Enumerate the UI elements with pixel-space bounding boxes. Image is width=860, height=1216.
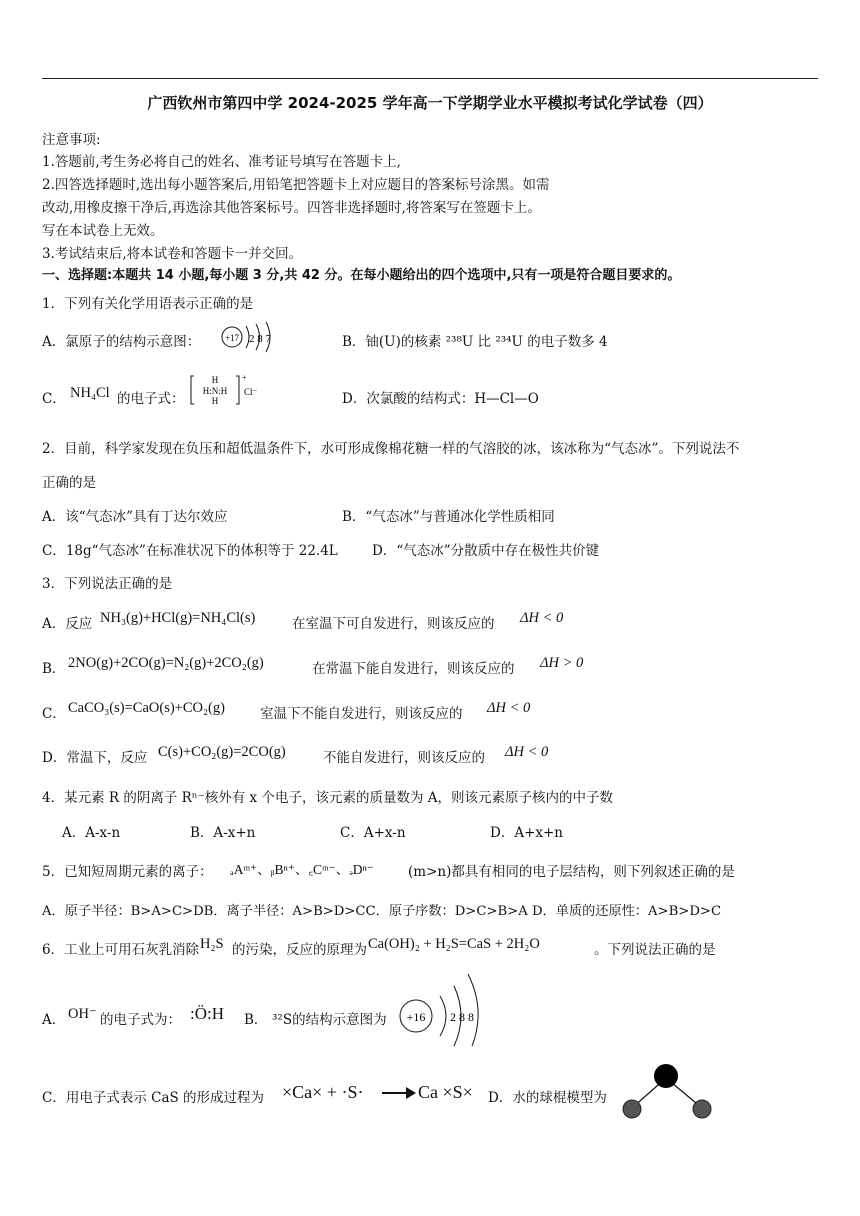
q3-d-dh: ΔH < 0 — [505, 744, 549, 760]
q6-h2s: H₂S — [200, 936, 224, 952]
q3-b-tail: 在常温下能自发进行，则该反应的 — [312, 661, 515, 677]
note-2a: 2.四答选择题时,选出每小题答案后,用铅笔把答题卡上对应题目的答案标号涂黑。如需 — [42, 177, 550, 193]
q4-stem: 4．某元素 R 的阴离子 Rⁿ⁻核外有 x 个电子，该元素的质量数为 A，则该元素原子核内的中子数 — [42, 790, 613, 806]
q5-stem-prefix: 5．已知短周期元素的离子： — [42, 864, 213, 880]
q1-option-c-suffix: 的电子式： — [117, 391, 185, 407]
cl-shells-label: 2 8 7 — [249, 333, 271, 345]
q3-stem: 3．下列说法正确的是 — [42, 576, 173, 592]
q3-c-dh: ΔH < 0 — [487, 700, 531, 716]
q3-a-label: A．反应 — [42, 616, 93, 632]
q3-d-equation: C(s)+CO₂(g)=2CO(g) — [158, 744, 286, 760]
q6-stem-c: 。下列说法正确的是 — [594, 942, 716, 958]
q1-option-b: B．铀(U)的核素 ²³⁸U 比 ²³⁴U 的电子数多 4 — [342, 334, 608, 350]
q3-c-equation: CaCO₃(s)=CaO(s)+CO₂(g) — [68, 700, 225, 716]
q6-stem-a: 6．工业上可用石灰乳消除 — [42, 942, 200, 958]
q3-a-dh: ΔH < 0 — [520, 610, 564, 626]
q2-option-c: C．18g“气态冰”在标准状况下的体积等于 22.4L — [42, 543, 338, 559]
q3-d-tail: 不能自发进行，则该反应的 — [323, 750, 485, 766]
q2-option-a: A．该“气态冰”具有丁达尔效应 — [42, 509, 228, 525]
s-shells-label: 2 8 8 — [450, 1010, 474, 1024]
q6-c-label: C．用电子式表示 CaS 的形成过程为 — [42, 1090, 265, 1106]
q1-option-d: D．次氯酸的结构式：H—Cl—O — [342, 391, 539, 407]
note-2b: 改动,用橡皮擦干净后,再选涂其他答案标号。四答非选择题时,将答案写在签题卡上。 — [42, 200, 541, 216]
cl-ion-label: Cl⁻ — [244, 387, 258, 397]
q1-option-c-formula: NH₄Cl — [70, 385, 110, 401]
oh-electron-dot: :Ö:H — [190, 1004, 224, 1023]
q5-ions: ₐAᵐ⁺、ᵦBⁿ⁺、꜀Cᵐ⁻、ₔDⁿ⁻ — [230, 862, 374, 877]
q3-b-label: B． — [42, 661, 66, 677]
q4-option-c: C．A+x-n — [340, 825, 406, 841]
q6-a-ion: OH⁻ — [68, 1006, 97, 1022]
q1-stem: 1．下列有关化学用语表示正确的是 — [42, 296, 254, 312]
q3-c-tail: 室温下不能自发进行，则该反应的 — [260, 706, 463, 722]
top-rule — [42, 78, 818, 79]
svg-text:H: H — [211, 375, 219, 385]
s-nucleus-label: +16 — [406, 1010, 426, 1024]
q3-a-tail: 在室温下可自发进行，则该反应的 — [292, 616, 495, 632]
note-1: 1.答题前,考生务必将自己的姓名、准考证号填写在答题卡上, — [42, 154, 401, 170]
svg-text:H: H — [211, 396, 219, 406]
arrow-icon — [382, 1086, 416, 1100]
q4-option-d: D．A+x+n — [490, 825, 564, 841]
svg-text:+: + — [242, 373, 247, 382]
q6-equation: Ca(OH)₂ + H₂S=CaS + 2H₂O — [368, 936, 540, 952]
page-title: 广西钦州市第四中学 2024-2025 学年高一下学期学业水平模拟考试化学试卷（四） — [147, 94, 713, 112]
nh4-dot-text: H:N:H — [202, 386, 228, 396]
sulfur-atom-diagram — [398, 968, 498, 1048]
q1-option-a: A．氯原子的结构示意图： — [42, 334, 201, 350]
q2-stem-line2: 正确的是 — [42, 475, 96, 491]
section-heading: 一、选择题:本题共 14 小题,每小题 3 分,共 42 分。在每小题给出的四个选项中,只有一项是符合题目要求的。 — [42, 268, 681, 283]
q3-b-dh: ΔH > 0 — [540, 655, 584, 671]
cl-nucleus-label: +17 — [224, 333, 240, 343]
q3-c-label: C． — [42, 706, 66, 722]
cas-formation-rhs: Ca ×S× — [418, 1082, 473, 1102]
q6-a-label: A． — [42, 1012, 66, 1028]
q5-stem-suffix: (m>n)都具有相同的电子层结构，则下列叙述正确的是 — [408, 864, 735, 880]
q6-stem-b: 的污染，反应的原理为 — [232, 942, 367, 958]
q3-d-label: D．常温下，反应 — [42, 750, 148, 766]
water-ball-stick-model — [620, 1062, 714, 1124]
q2-stem-line1: 2．目前，科学家发现在负压和超低温条件下，水可形成像棉花糖一样的气溶胶的冰，该冰称为“气态冰”。下列说法不 — [42, 441, 740, 457]
q4-option-a: A．A-x-n — [62, 825, 121, 841]
q6-d-label: D．水的球棍模型为 — [488, 1090, 607, 1106]
nh4cl-electron-dot — [190, 372, 262, 408]
q3-a-equation: NH₃(g)+HCl(g)=NH₄Cl(s) — [100, 610, 256, 626]
q6-b-text: ³²S的结构示意图为 — [272, 1012, 387, 1028]
q2-option-b: B．“气态冰”与普通冰化学性质相同 — [342, 509, 555, 525]
q5-options: A．原子半径：B>A>C>DB．离子半径：A>B>D>CC．原子序数：D>C>B>A D．单质的还原性：A>B>D>C — [42, 904, 722, 919]
notes-heading: 注意事项: — [42, 132, 101, 148]
q1-option-c-prefix: C． — [42, 391, 66, 407]
q4-option-b: B．A-x+n — [190, 825, 256, 841]
q2-option-d: D．“气态冰”分散质中存在极性共价键 — [372, 543, 600, 559]
cas-formation-lhs: ×Ca× + ·S· — [282, 1082, 364, 1102]
q6-a-tail: 的电子式为： — [100, 1012, 181, 1028]
note-3: 3.考试结束后,将本试卷和答题卡一并交回。 — [42, 246, 303, 262]
q6-b-label: B． — [244, 1012, 268, 1028]
note-2c: 写在本试卷上无效。 — [42, 223, 164, 239]
q3-b-equation: 2NO(g)+2CO(g)=N₂(g)+2CO₂(g) — [68, 655, 264, 671]
chlorine-atom-diagram — [218, 318, 284, 356]
